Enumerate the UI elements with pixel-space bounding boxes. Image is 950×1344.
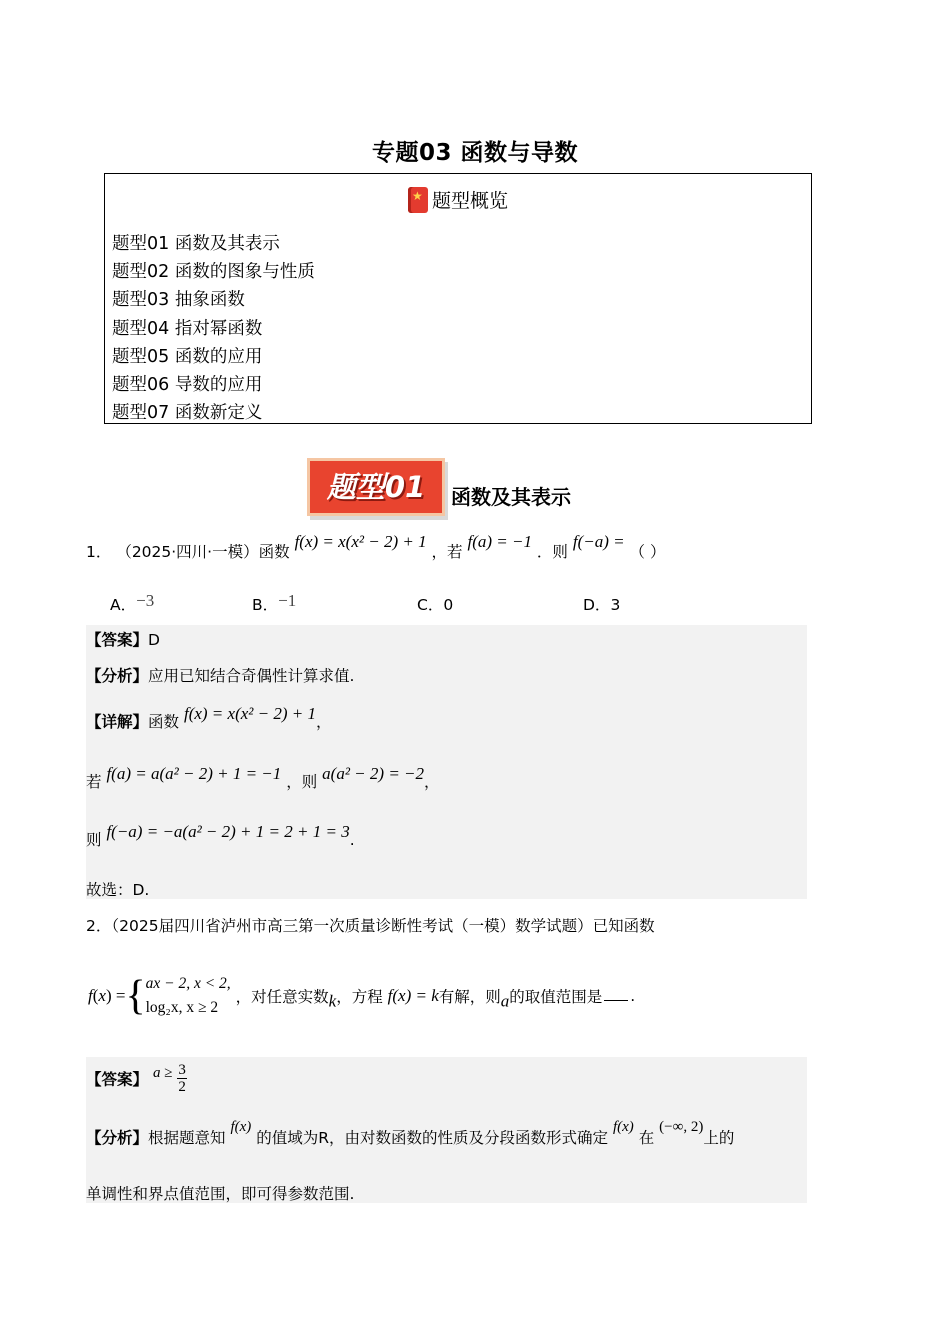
answer-value: D xyxy=(148,631,160,649)
analysis-line-2: 单调性和界点值范围，即可得参数范围. xyxy=(86,1185,355,1203)
option-label: D． xyxy=(583,596,611,614)
fraction-numerator: 3 xyxy=(178,1062,186,1078)
question-text: ，若 xyxy=(431,543,463,561)
option-value: 3 xyxy=(610,596,621,614)
question-text: ．则 xyxy=(536,543,568,561)
detail-line-2: 若 f(a) = a(a² − 2) + 1 = −1 ，则 a(a² − 2) = −2， xyxy=(86,764,440,791)
answer-line xyxy=(86,628,160,650)
option-a[interactable] xyxy=(110,593,154,615)
ask-formula: f(−a) = xyxy=(572,532,625,551)
type-list-item[interactable]: 题型02 函数的图象与性质 xyxy=(112,262,315,283)
analysis-text: 应用已知结合奇偶性计算求值. xyxy=(148,667,355,685)
question-source: （2025届四川省泸州市高三第一次质量诊断性考试（一模）数学试题）已知函数 xyxy=(111,917,655,935)
question-text: ，对任意实数 xyxy=(235,988,329,1006)
variable-a: a xyxy=(500,991,510,1011)
question-text: 有解，则 xyxy=(438,988,501,1006)
detail-formula: a(a² − 2) = −2 xyxy=(322,764,425,783)
equation: f(x) = k xyxy=(387,986,439,1005)
type-list-item[interactable]: 题型04 指对幂函数 xyxy=(112,318,263,339)
detail-label: 【详解】 xyxy=(86,713,149,731)
analysis-text: 在 xyxy=(638,1129,655,1147)
analysis-interval: (−∞, 2) xyxy=(659,1119,704,1135)
piece-1: ax − 2, x < 2, xyxy=(145,975,231,992)
question-text: 的取值范围是 xyxy=(509,988,603,1006)
section-banner xyxy=(307,458,445,516)
option-value: −3 xyxy=(136,591,155,610)
type-list-item[interactable]: 题型06 导数的应用 xyxy=(112,375,263,396)
detail-formula: f(x) = x(x² − 2) + 1 xyxy=(183,704,316,723)
function-formula: f(x) = x(x² − 2) + 1 xyxy=(294,532,427,551)
question-source: （2025·四川·一模）函数 xyxy=(116,543,290,561)
analysis-formula: f(x) xyxy=(230,1119,252,1135)
type-list-item[interactable]: 题型07 函数新定义 xyxy=(112,403,263,424)
answer-blank[interactable] xyxy=(604,1000,628,1001)
answer-line xyxy=(86,1062,187,1095)
type-list-item[interactable]: 题型03 抽象函数 xyxy=(112,290,245,311)
section-banner-label: 题型01 xyxy=(326,470,426,504)
analysis-text: 上的 xyxy=(703,1129,735,1147)
overview-heading-text: 题型概览 xyxy=(431,190,508,212)
question-text: ，方程 xyxy=(336,988,383,1006)
question-number: 1． xyxy=(86,543,112,561)
answer-fraction xyxy=(177,1062,187,1095)
question-2 xyxy=(86,914,655,936)
answer-label: 【答案】 xyxy=(86,1070,149,1089)
condition-formula: f(a) = −1 xyxy=(467,532,532,551)
analysis-label: 【分析】 xyxy=(86,667,149,685)
book-icon: ★ xyxy=(408,187,428,213)
option-c[interactable] xyxy=(417,593,453,615)
detail-line: 【详解】函数 f(x) = x(x² − 2) + 1， xyxy=(86,704,332,731)
piecewise-function: f(x) ={ ax − 2, x < 2, log₂x, x ≥ 2 ，对任意实数k，方程 f(x) = k有解，则a的取值范围是 . xyxy=(88,973,636,1019)
detail-text: ，则 xyxy=(286,773,318,791)
overview-box xyxy=(104,173,812,424)
question-1 xyxy=(86,532,666,562)
type-list-item[interactable]: 题型05 函数的应用 xyxy=(112,346,263,367)
analysis-text: 的值域为R，由对数函数的性质及分段函数形式确定 xyxy=(256,1129,609,1147)
option-value: 0 xyxy=(443,596,454,614)
detail-text: 函数 xyxy=(148,713,180,731)
page-title: 专题03 函数与导数 xyxy=(371,140,578,166)
analysis-line xyxy=(86,1119,735,1148)
option-label: C． xyxy=(417,596,444,614)
variable-k: k xyxy=(328,991,337,1011)
option-b[interactable] xyxy=(252,593,296,615)
section-title: 函数及其表示 xyxy=(451,485,571,509)
answer-formula: a ≥ xyxy=(152,1065,173,1081)
detail-formula: f(−a) = −a(a² − 2) + 1 = 2 + 1 = 3 xyxy=(106,822,350,841)
overview-heading xyxy=(105,186,811,213)
detail-formula: f(a) = a(a² − 2) + 1 = −1 xyxy=(106,764,282,783)
type-list-item[interactable]: 题型01 函数及其表示 xyxy=(112,234,280,254)
option-label: A． xyxy=(110,596,137,614)
conclusion: 故选：D. xyxy=(86,881,150,899)
answer-paren: （ ） xyxy=(629,543,666,561)
answer-label: 【答案】 xyxy=(86,631,149,649)
option-label: B． xyxy=(252,596,279,614)
analysis-text: 根据题意知 xyxy=(148,1129,226,1147)
detail-line-3: 则 f(−a) = −a(a² − 2) + 1 = 2 + 1 = 3. xyxy=(86,822,355,849)
analysis-label: 【分析】 xyxy=(86,1129,149,1147)
type-list xyxy=(112,230,315,427)
detail-text: 则 xyxy=(86,831,102,849)
option-value: −1 xyxy=(278,591,297,610)
analysis-formula: f(x) xyxy=(612,1119,634,1135)
detail-text: 若 xyxy=(86,773,102,791)
analysis-line xyxy=(86,664,354,686)
option-d[interactable] xyxy=(583,593,620,615)
piece-2: log₂x, x ≥ 2 xyxy=(145,999,219,1016)
question-number: 2． xyxy=(86,917,112,935)
fraction-denominator: 2 xyxy=(178,1079,186,1095)
